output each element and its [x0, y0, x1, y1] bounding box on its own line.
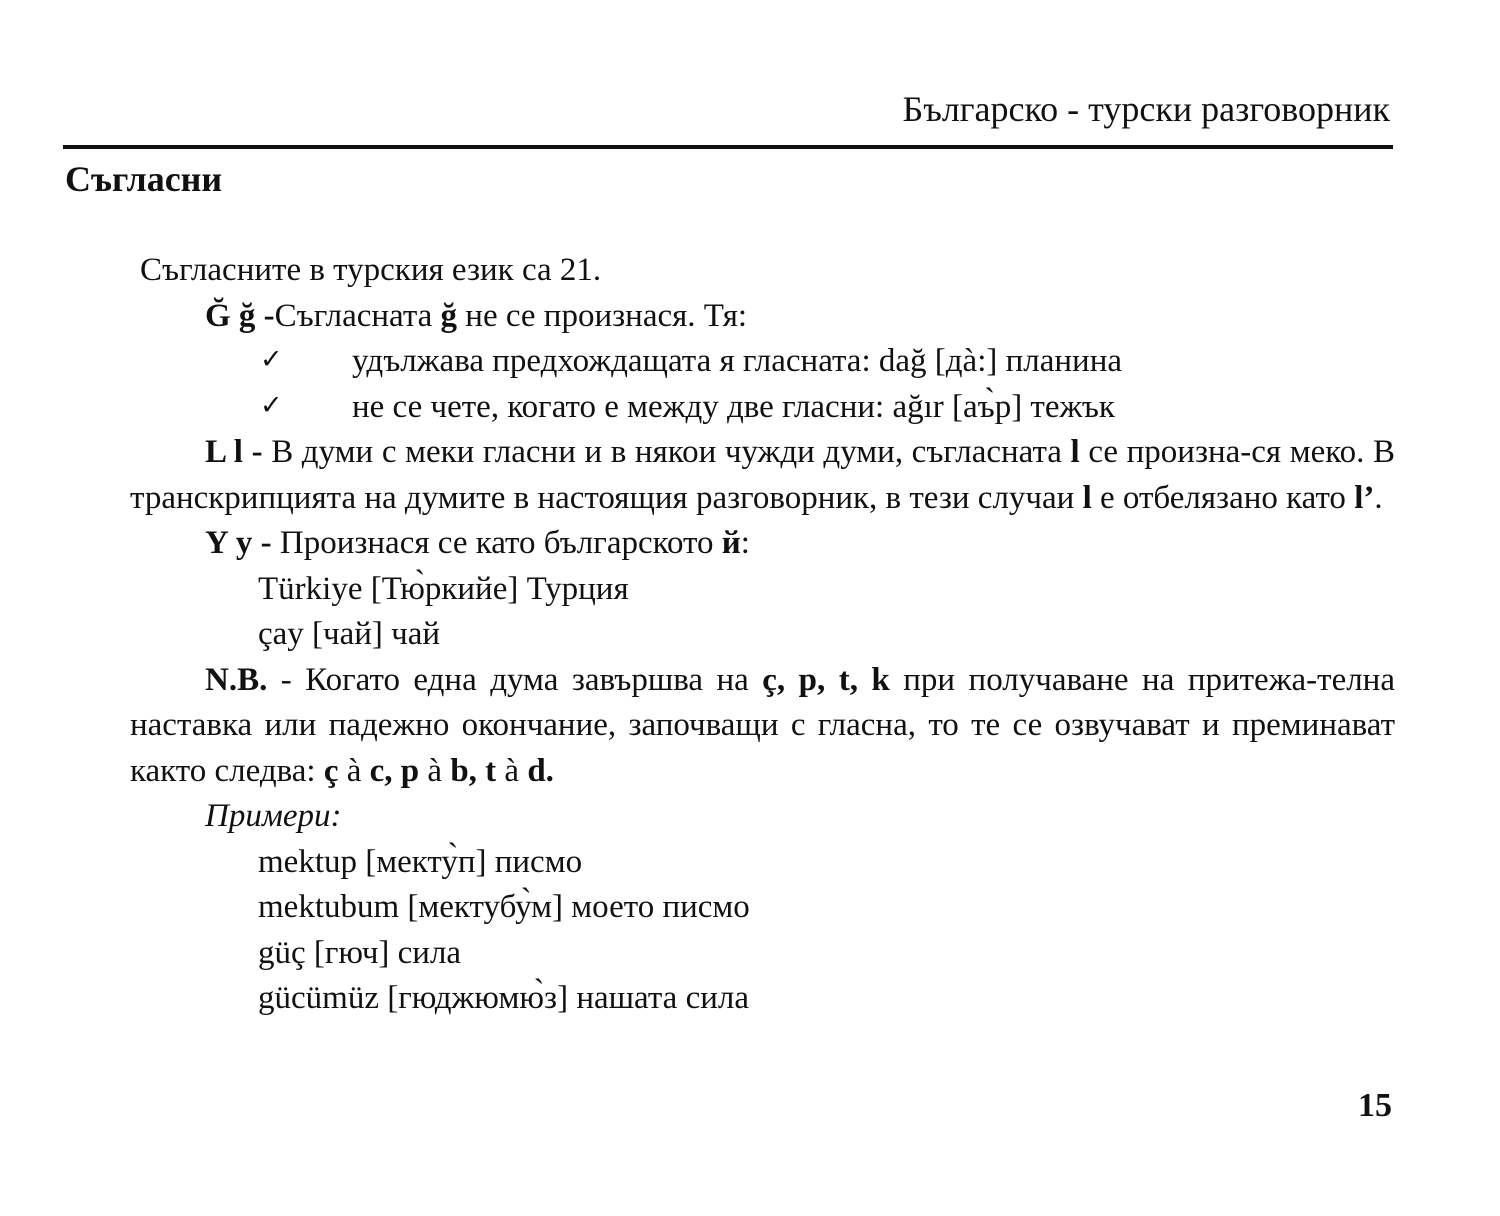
l-rule-label: L l - — [205, 434, 263, 470]
check-item — [130, 339, 1395, 385]
nb-text: - Когато една дума завършва на — [267, 661, 763, 698]
page-number: 15 — [1358, 1087, 1392, 1124]
header-rule — [63, 145, 1393, 149]
section-title: Съгласни — [65, 159, 223, 199]
nb-letter: c, p — [369, 752, 420, 789]
g-rule-text-after: не се произнася. Тя: — [457, 297, 748, 334]
example-line: Türkiye [Тю̀ркийе] Турция — [258, 570, 629, 607]
y-rule-label: Y y - — [205, 525, 272, 561]
check-item-text: удължава предхождащата я гласната: dağ [дà:] планина — [352, 343, 1123, 379]
nb-arrow: à — [419, 752, 451, 789]
y-rule-text: Произнася се като българското — [271, 525, 722, 561]
g-rule-text: Съгласната — [274, 297, 441, 334]
nb-letters: ç, p, t, k — [762, 661, 890, 698]
nb-text: при получаване на притежа-телна наставка или падежно окончание, започващи с гласна, то те се озвучават и преминават както следва: — [130, 661, 1395, 789]
example-line: gücümüz [гюджюмю̀з] нашата сила — [258, 980, 749, 1016]
nb-letter: ç — [323, 752, 339, 789]
y-rule-colon: : — [740, 525, 750, 561]
g-rule-letter: ğ — [440, 297, 458, 334]
nb-arrow: à — [338, 752, 370, 789]
g-rule-label: Ğ ğ - — [205, 297, 275, 334]
examples-label-text: Примери: — [205, 798, 342, 834]
running-header: Българско - турски разговорник — [902, 89, 1390, 129]
intro-line: Съгласните в турския език са 21. — [140, 252, 602, 288]
y-rule — [130, 521, 1395, 567]
y-letter: й — [721, 525, 741, 561]
l-rule-text: се произна-ся меко. В транскрипцията на думите в настоящия разговорник, в тези случаи — [130, 434, 1395, 516]
examples-label — [130, 794, 1395, 840]
l-letter: l — [1070, 434, 1080, 470]
check-item-text: не се чете, когато е между две гласни: ağır [аъ̀р] тежък — [352, 388, 1115, 425]
nb-letter: b, t — [450, 752, 497, 789]
example-line: güç [гюч] сила — [258, 934, 462, 971]
l-rule-text: е отбелязано като — [1091, 479, 1355, 516]
l-soft-letter: l’ — [1354, 479, 1375, 516]
body-text — [130, 248, 1395, 1022]
example-line: mektubum [мектубу̀м] моето писмо — [258, 889, 750, 925]
nb-letter: d. — [527, 752, 554, 789]
l-rule-text: . — [1374, 479, 1383, 516]
l-rule — [130, 430, 1395, 521]
checkmark-icon: ✓ — [260, 389, 283, 421]
checkmark-icon: ✓ — [260, 344, 283, 375]
l-rule-text: В думи с меки гласни и в някои чужди думи, съгласната — [262, 434, 1071, 470]
nb-rule — [130, 658, 1395, 795]
nb-arrow: à — [496, 752, 528, 789]
g-rule — [130, 294, 1395, 340]
example-line: mektup [мекту̀п] писмо — [258, 843, 583, 880]
l-letter: l — [1082, 479, 1092, 516]
nb-label: N.B. — [205, 661, 268, 698]
check-item — [130, 385, 1395, 431]
example-line: çay [чай] чай — [258, 616, 441, 652]
